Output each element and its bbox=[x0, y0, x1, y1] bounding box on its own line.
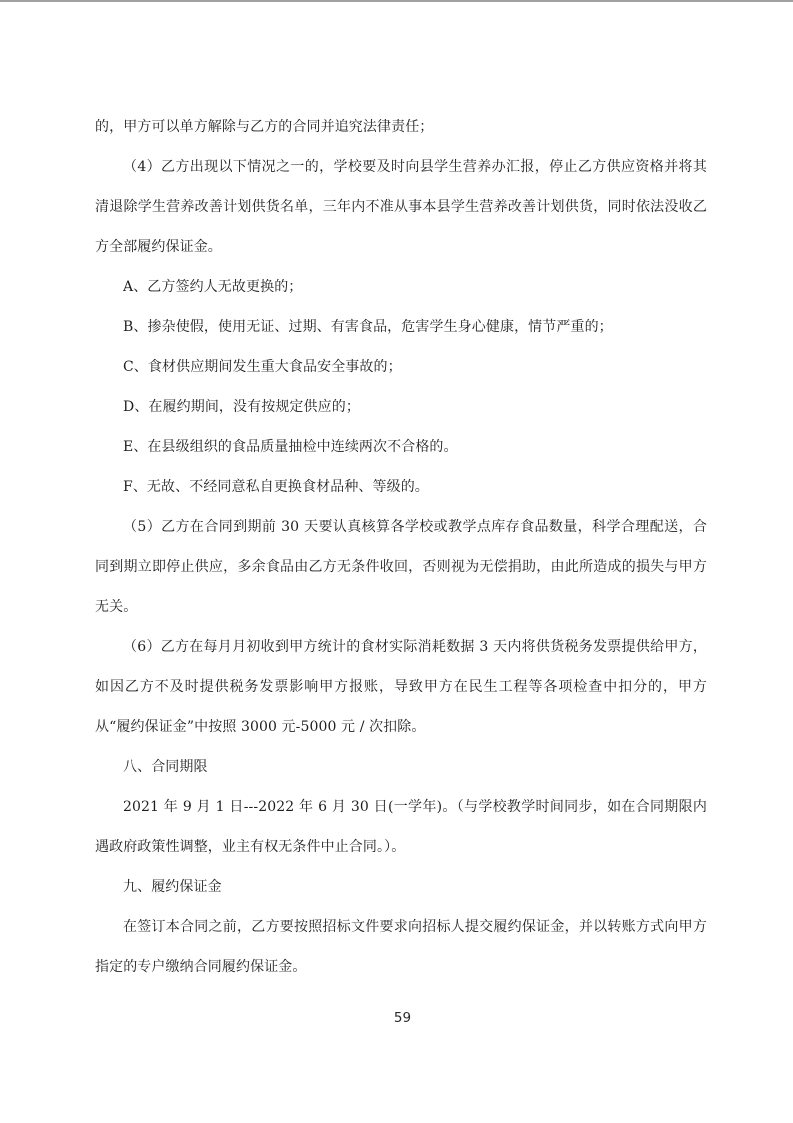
paragraph-clause-6: （6）乙方在每月月初收到甲方统计的食材实际消耗数据 3 天内将供货税务发票提供给甲方，如因乙方不及时提供税务发票影响甲方报账，导致甲方在民生工程等各项检查中扣分的，甲方从“履约保证金”中按照 3000 元-5000 元 / 次扣除。 bbox=[95, 639, 707, 735]
scan-top-edge bbox=[0, 0, 793, 2]
list-item-f: F、无故、不经同意私自更换食材品种、等级的。 bbox=[123, 479, 429, 495]
page-number: 59 bbox=[393, 1010, 412, 1026]
list-item-d: D、在履约期间，没有按规定供应的； bbox=[123, 399, 360, 415]
paragraph-clause-5: （5）乙方在合同到期前 30 天要认真核算各学校或教学点库存食品数量，科学合理配送，合同到期立即停止供应，多余食品由乙方无条件收回，否则视为无偿捐助，由此所造成的损失与甲方无关。 bbox=[95, 519, 707, 615]
paragraph-performance-bond: 在签订本合同之前，乙方要按照招标文件要求向招标人提交履约保证金，并以转账方式向甲方指定的专户缴纳合同履约保证金。 bbox=[95, 919, 707, 975]
paragraph-continuation: 的，甲方可以单方解除与乙方的合同并追究法律责任； bbox=[95, 119, 434, 135]
section-heading-contract-term: 八、合同期限 bbox=[123, 759, 208, 775]
paragraph-clause-4: （4）乙方出现以下情况之一的，学校要及时向县学生营养办汇报，停止乙方供应资格并将其清退除学生营养改善计划供货名单，三年内不准从事本县学生营养改善计划供货，同时依法没收乙方全部履约保证金。 bbox=[95, 159, 707, 255]
paragraph-contract-term: 2021 年 9 月 1 日---2022 年 6 月 30 日(一学年)。（与学校教学时间同步，如在合同期限内遇政府政策性调整，业主有权无条件中止合同。）。 bbox=[95, 799, 707, 855]
section-heading-performance-bond: 九、履约保证金 bbox=[123, 879, 222, 895]
contract-body bbox=[95, 107, 707, 987]
list-item-c: C、食材供应期间发生重大食品安全事故的； bbox=[123, 359, 402, 375]
list-item-e: E、在县级组织的食品质量抽检中连续两次不合格的。 bbox=[123, 439, 458, 455]
list-item-a: A、乙方签约人无故更换的； bbox=[123, 279, 303, 295]
list-item-b: B、掺杂使假，使用无证、过期、有害食品，危害学生身心健康，情节严重的； bbox=[123, 319, 613, 335]
